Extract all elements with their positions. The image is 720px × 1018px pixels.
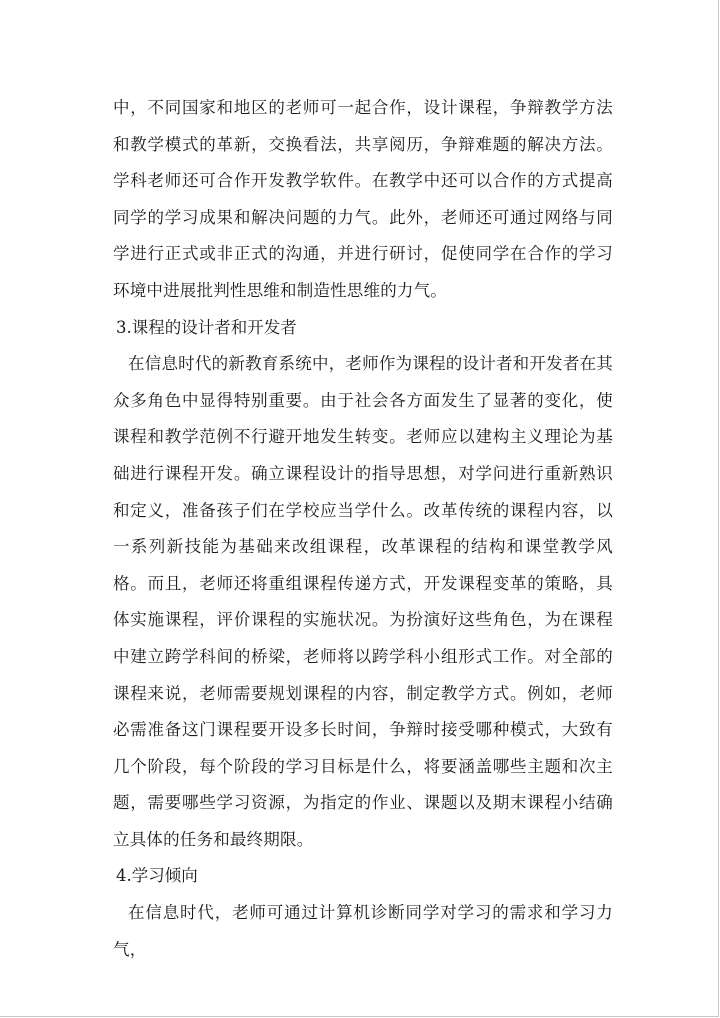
document-body xyxy=(113,90,613,968)
paragraph-curriculum-designer: 在信息时代的新教育系统中，老师作为课程的设计者和开发者在其众多角色中显得特别重要。由于社会各方面发生了显著的变化，使课程和教学范例不行避开地发生转变。老师应以建构主义理论为基础进行课程开发。确立课程设计的指导思想，对学问进行重新熟识和定义，准备孩子们在学校应当学什么。改革传统的课程内容，以一系列新技能为基础来改组课程，改革课程的结构和课堂教学风格。而且，老师还将重组课程传递方式，开发课程变革的策略，具体实施课程，评价课程的实施状况。为扮演好这些角色，为在课程中建立跨学科间的桥梁，老师将以跨学科小组形式工作。对全部的课程来说，老师需要规划课程的内容，制定教学方式。例如，老师必需准备这门课程要开设多长时间，争辩时接受哪种模式，大致有几个阶段，每个阶段的学习目标是什么，将要涵盖哪些主题和次主题，需要哪些学习资源，为指定的作业、课题以及期末课程小结确立具体的任务和最终期限。 xyxy=(113,354,613,849)
section-heading-learning-tendency: 4.学习倾向 xyxy=(116,866,198,886)
paragraph-collaboration: 中，不同国家和地区的老师可一起合作，设计课程，争辩教学方法和教学模式的革新，交换看法，共享阅历，争辩难题的解决方法。学科老师还可合作开发教学软件。在教学中还可以合作的方式提高同学的学习成果和解决问题的力气。此外，老师还可通过网络与同学进行正式或非正式的沟通，并进行研讨，促使同学在合作的学习环境中进展批判性思维和制造性思维的力气。 xyxy=(113,98,613,300)
paragraph-learning-tendency: 在信息时代，老师可通过计算机诊断同学对学习的需求和学习力气， xyxy=(113,903,613,959)
section-heading-curriculum-designer: 3.课程的设计者和开发者 xyxy=(116,317,297,337)
